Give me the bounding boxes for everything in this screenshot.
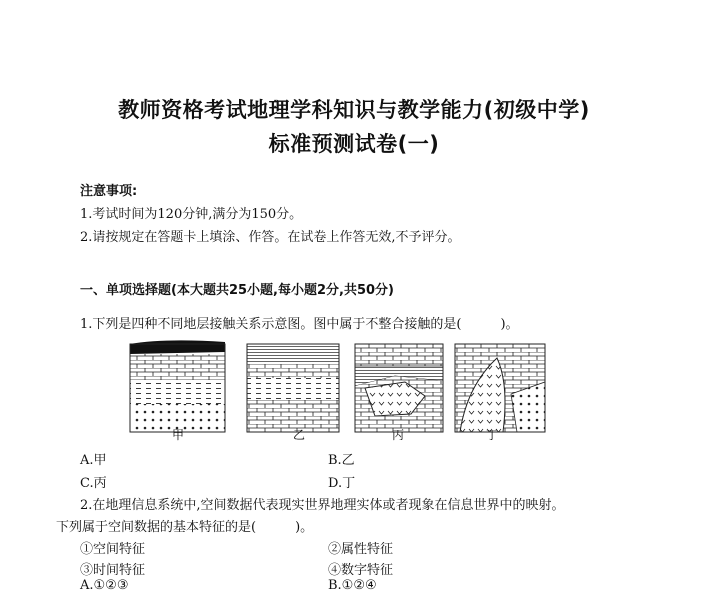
- q2-feature-4: ④数字特征: [328, 563, 394, 578]
- notice-heading: 注意事项:: [80, 184, 138, 199]
- exam-title: 教师资格考试地理学科知识与教学能力(初级中学): [118, 98, 590, 122]
- q2-feature-2: ②属性特征: [328, 542, 394, 557]
- q2-option-a: A.①②③: [80, 578, 129, 593]
- figure-label-ding: 丁: [486, 428, 499, 442]
- figure-label-bing: 丙: [392, 428, 405, 442]
- q1-option-c: C.丙: [80, 476, 107, 491]
- figure-panel-bing: [355, 344, 443, 432]
- figure-label-jia: 甲: [172, 428, 185, 442]
- section-heading: 一、单项选择题(本大题共25小题,每小题2分,共50分): [80, 283, 394, 298]
- question-2-stem-line2: 下列属于空间数据的基本特征的是( )。: [56, 520, 314, 535]
- question-2-stem-line1: 2.在地理信息系统中,空间数据代表现实世界地理实体或者现象在信息世界中的映射。: [80, 498, 565, 513]
- q1-option-b: B.乙: [328, 453, 355, 468]
- notice-item-2: 2.请按规定在答题卡上填涂、作答。在试卷上作答无效,不予评分。: [80, 230, 461, 245]
- figure-panel-jia: [130, 340, 225, 432]
- q2-feature-1: ①空间特征: [80, 542, 146, 557]
- figure-label-yi: 乙: [293, 428, 306, 442]
- question-1-stem: 1.下列是四种不同地层接触关系示意图。图中属于不整合接触的是( )。: [80, 317, 519, 332]
- exam-subtitle: 标准预测试卷(一): [268, 132, 440, 156]
- q2-feature-3: ③时间特征: [80, 563, 146, 578]
- figure-panel-ding: [455, 344, 545, 432]
- notice-item-1: 1.考试时间为120分钟,满分为150分。: [80, 207, 303, 222]
- strata-contact-figure: [125, 336, 555, 436]
- q1-option-d: D.丁: [328, 476, 356, 491]
- q2-option-b: B.①②④: [328, 578, 377, 593]
- q1-option-a: A.甲: [80, 453, 107, 468]
- figure-panel-yi: [247, 344, 339, 432]
